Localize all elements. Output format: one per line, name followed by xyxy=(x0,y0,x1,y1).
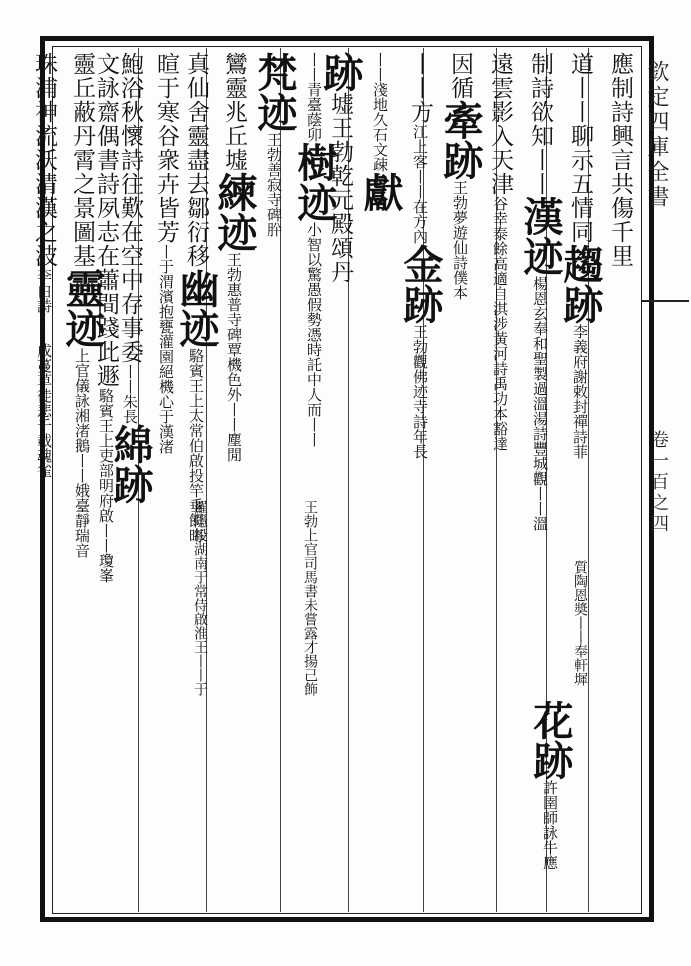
annotation: 江上客丨丨在方內 xyxy=(411,124,429,244)
annotation: 王勃上官司馬書未嘗露才揚己飾 xyxy=(302,500,318,696)
headword: 牽跡 xyxy=(437,100,484,180)
annotation: 楊恩玄奉和聖製過溫湯詩豐城觀丨丨溫 xyxy=(531,276,549,531)
annotation: 質陶恩奬丨丨奉軒墀 xyxy=(572,560,588,686)
headword: 獻 xyxy=(357,172,404,212)
annotation-column xyxy=(190,500,210,900)
headword: 梵迹 xyxy=(251,52,298,132)
annotation: 羅隱投湖南于常侍啟淮王丨丨于 xyxy=(192,500,208,696)
annotation: 丨丨朱長 xyxy=(121,364,139,424)
column-text: 真仙舍靈盡去鄒衍移 xyxy=(183,52,209,268)
headword: 靈迹 xyxy=(59,268,106,348)
text-column xyxy=(480,52,520,912)
page-margin xyxy=(645,60,685,920)
annotation: 小智以驚愚假勢憑時託中人而丨丨 xyxy=(305,222,323,447)
annotation: 丨丨青臺蔭卯 xyxy=(305,52,323,142)
annotation-column xyxy=(300,500,320,900)
headword: 漢迹 xyxy=(517,196,564,276)
annotation: 府啟丨丨瓊峯 xyxy=(97,493,115,583)
book-title: 欽定四庫全書 xyxy=(644,60,669,210)
column-text: 丨丨方 xyxy=(407,52,433,124)
annotation: 駱賓王上吏部明 xyxy=(97,388,115,493)
headword: 幽迹 xyxy=(173,268,220,348)
annotation: 丨于渭濱抱甕灌園絕機心于漢渚 xyxy=(157,244,175,454)
annotation: 許圉師詠牛應 xyxy=(541,780,559,870)
text-column xyxy=(600,52,640,912)
headword: 綿跡 xyxy=(107,424,154,504)
column-text: 暄于寒谷衆卉皆芳 xyxy=(153,52,179,244)
headword: 金跡 xyxy=(397,244,444,324)
column-text: 因循 xyxy=(447,52,473,100)
margin-rule xyxy=(641,300,689,302)
column-text: 靈丘蔽丹霄之景圖基 xyxy=(69,52,95,268)
annotation: 上官儀詠湘渚鵝丨丨娥臺靜瑞音 xyxy=(73,348,91,558)
text-column xyxy=(357,52,404,912)
column-text: 墟王勃乾元殿頌丹 xyxy=(327,92,353,284)
text-column xyxy=(211,52,258,912)
column-text: 道丨丨聊示五情同 xyxy=(567,52,593,244)
headword: 花跡 xyxy=(527,700,574,780)
headword: 樹迹 xyxy=(291,142,338,222)
annotation: 王勃觀佛迹寺詩年長 xyxy=(411,324,429,459)
headword: 練迹 xyxy=(211,172,258,252)
annotation: 王勃夢遊仙詩僕本 xyxy=(451,180,469,300)
annotation: 駱賓王上太常伯啟投竿垂餌晦 xyxy=(187,348,205,543)
annotation: 丨丨淺地久石文疎 xyxy=(371,52,389,172)
annotation: 王勃惠普寺碑覃機色外丨丨塵閒 xyxy=(225,252,243,462)
annotation: 李義府謝敕封禪詩菲 xyxy=(571,324,589,459)
column-text: 應制詩興言共傷千里 xyxy=(607,52,633,268)
text-column xyxy=(251,52,298,912)
headword: 跡 xyxy=(317,52,364,92)
annotation-column xyxy=(527,700,574,900)
column-text: 制詩欲知丨丨 xyxy=(527,52,553,196)
column-text: 遠雲影入天津 xyxy=(487,52,513,196)
text-column xyxy=(24,52,64,912)
column-text: 鮑浴秋懷詩往歎在空中存事委 xyxy=(117,52,143,364)
text-column xyxy=(437,52,484,912)
headword: 趨跡 xyxy=(557,244,604,324)
column-text: 珠浦神流沃清漢之波 xyxy=(31,52,57,268)
text-column xyxy=(397,52,444,912)
column-text: 鸞靈兆丘墟 xyxy=(221,52,247,172)
volume-label: 卷一百之四 xyxy=(648,430,669,535)
annotation: 谷幸泰餘高適自淇涉黃河詩禹功本豁達 xyxy=(491,196,509,451)
annotation: 王勃善寂寺碑肸 xyxy=(265,132,283,237)
annotation: 李白詩丨丨成蔓草徒悲千載魂雀 xyxy=(35,268,53,478)
column-text: 文詠齋偶書詩夙志在蕭間踐此遯 xyxy=(93,52,119,388)
